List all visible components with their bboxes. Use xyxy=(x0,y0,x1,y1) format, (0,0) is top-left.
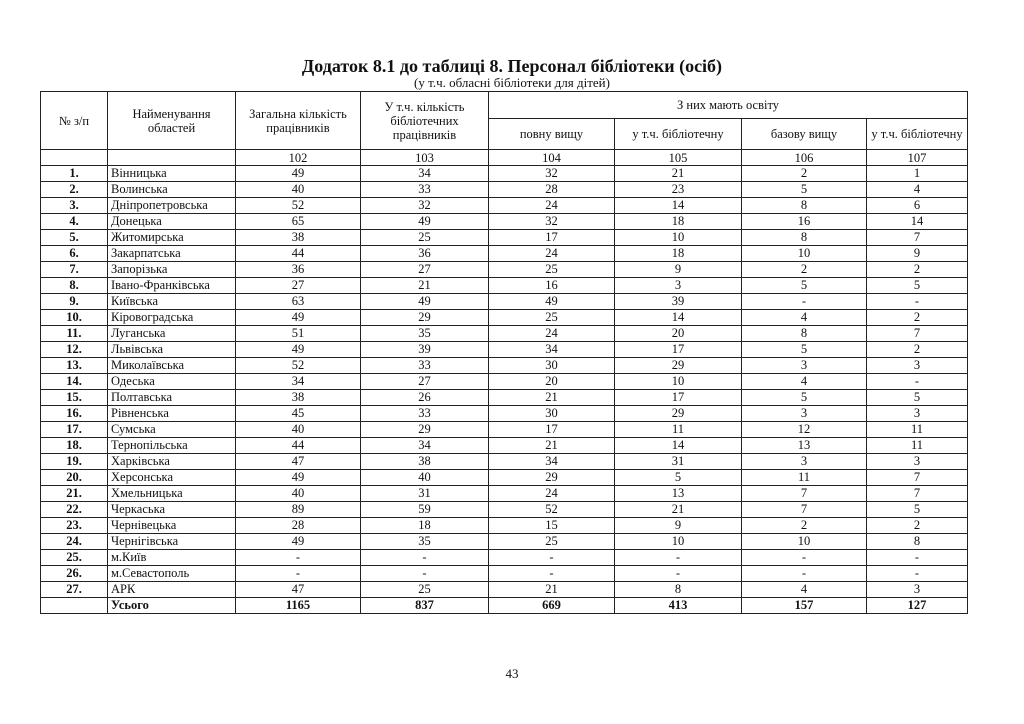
value-cell: 7 xyxy=(867,470,968,486)
value-cell: 40 xyxy=(236,182,361,198)
row-number: 1. xyxy=(41,166,108,182)
region-name: Харківська xyxy=(108,454,236,470)
value-cell: 38 xyxy=(236,390,361,406)
value-cell: 2 xyxy=(867,518,968,534)
value-cell: 17 xyxy=(615,342,742,358)
value-cell: 3 xyxy=(867,406,968,422)
value-cell: 35 xyxy=(361,534,489,550)
value-cell: 65 xyxy=(236,214,361,230)
value-cell: 18 xyxy=(615,246,742,262)
region-name: Львівська xyxy=(108,342,236,358)
value-cell: 40 xyxy=(361,470,489,486)
table-row xyxy=(41,422,968,438)
table-row xyxy=(41,438,968,454)
value-cell: 1 xyxy=(867,166,968,182)
row-number: 13. xyxy=(41,358,108,374)
value-cell: 11 xyxy=(742,470,867,486)
table-row xyxy=(41,230,968,246)
total-value: 127 xyxy=(867,598,968,614)
value-cell: - xyxy=(867,566,968,582)
value-cell: 49 xyxy=(361,214,489,230)
value-cell: 3 xyxy=(742,358,867,374)
value-cell: 5 xyxy=(867,390,968,406)
value-cell: 32 xyxy=(361,198,489,214)
value-cell: 52 xyxy=(489,502,615,518)
value-cell: 7 xyxy=(867,486,968,502)
value-cell: 34 xyxy=(361,166,489,182)
value-cell: 21 xyxy=(489,438,615,454)
value-cell: 2 xyxy=(742,166,867,182)
value-cell: 3 xyxy=(867,358,968,374)
table-row xyxy=(41,278,968,294)
region-name: Житомирська xyxy=(108,230,236,246)
row-number: 19. xyxy=(41,454,108,470)
region-name: Івано-Франківська xyxy=(108,278,236,294)
header-region-name: Найменування областей xyxy=(108,92,236,150)
value-cell: 30 xyxy=(489,358,615,374)
column-codes-row xyxy=(41,150,968,166)
value-cell: 14 xyxy=(615,310,742,326)
value-cell: 18 xyxy=(361,518,489,534)
document-subtitle: (у т.ч. обласні бібліотеки для дітей) xyxy=(414,75,610,90)
value-cell: 32 xyxy=(489,214,615,230)
column-code: 102 xyxy=(236,150,361,166)
value-cell: 21 xyxy=(615,166,742,182)
total-value: 837 xyxy=(361,598,489,614)
table-row xyxy=(41,214,968,230)
region-name: Полтавська xyxy=(108,390,236,406)
value-cell: 33 xyxy=(361,406,489,422)
value-cell: 34 xyxy=(236,374,361,390)
row-number: 27. xyxy=(41,582,108,598)
table-row xyxy=(41,246,968,262)
value-cell: 3 xyxy=(742,454,867,470)
region-name: Сумська xyxy=(108,422,236,438)
region-name: Донецька xyxy=(108,214,236,230)
region-name: Тернопільська xyxy=(108,438,236,454)
region-name: Дніпропетровська xyxy=(108,198,236,214)
value-cell: 29 xyxy=(361,310,489,326)
row-number: 20. xyxy=(41,470,108,486)
value-cell: 2 xyxy=(867,310,968,326)
region-name: Черкаська xyxy=(108,502,236,518)
value-cell: 14 xyxy=(615,198,742,214)
value-cell: 47 xyxy=(236,454,361,470)
value-cell: 39 xyxy=(615,294,742,310)
value-cell: 26 xyxy=(361,390,489,406)
column-code: 103 xyxy=(361,150,489,166)
value-cell: 16 xyxy=(742,214,867,230)
value-cell: 40 xyxy=(236,422,361,438)
value-cell: - xyxy=(361,566,489,582)
total-row xyxy=(41,598,968,614)
value-cell: 4 xyxy=(742,310,867,326)
value-cell: 5 xyxy=(742,342,867,358)
table-row xyxy=(41,566,968,582)
value-cell: 7 xyxy=(867,326,968,342)
value-cell: 7 xyxy=(742,486,867,502)
region-name: АРК xyxy=(108,582,236,598)
value-cell: - xyxy=(867,294,968,310)
region-name: Рівненська xyxy=(108,406,236,422)
value-cell: 36 xyxy=(361,246,489,262)
value-cell: - xyxy=(236,566,361,582)
value-cell: 49 xyxy=(236,470,361,486)
value-cell: 33 xyxy=(361,358,489,374)
value-cell: 11 xyxy=(867,422,968,438)
region-name: Миколаївська xyxy=(108,358,236,374)
value-cell: 10 xyxy=(615,534,742,550)
region-name: м.Київ xyxy=(108,550,236,566)
region-name: Одеська xyxy=(108,374,236,390)
table-row xyxy=(41,390,968,406)
value-cell: 16 xyxy=(489,278,615,294)
row-number: 5. xyxy=(41,230,108,246)
value-cell: 7 xyxy=(867,230,968,246)
value-cell: 5 xyxy=(742,278,867,294)
value-cell: 27 xyxy=(361,262,489,278)
value-cell: 12 xyxy=(742,422,867,438)
region-name: Запорізька xyxy=(108,262,236,278)
row-number: 15. xyxy=(41,390,108,406)
value-cell: 29 xyxy=(489,470,615,486)
value-cell: 5 xyxy=(615,470,742,486)
table-row xyxy=(41,182,968,198)
value-cell: - xyxy=(867,550,968,566)
value-cell: - xyxy=(236,550,361,566)
value-cell: 25 xyxy=(489,262,615,278)
column-code: 106 xyxy=(742,150,867,166)
value-cell: - xyxy=(615,566,742,582)
code-empty-cell xyxy=(108,150,236,166)
row-number: 7. xyxy=(41,262,108,278)
value-cell: 21 xyxy=(615,502,742,518)
header-basic-higher: базову вищу xyxy=(742,119,867,150)
header-library-staff: У т.ч. кількість бібліотечних працівників xyxy=(361,92,489,150)
value-cell: 49 xyxy=(236,166,361,182)
table-row xyxy=(41,470,968,486)
value-cell: 38 xyxy=(236,230,361,246)
table-body xyxy=(41,166,968,598)
value-cell: 2 xyxy=(867,262,968,278)
value-cell: 34 xyxy=(361,438,489,454)
region-name: Закарпатська xyxy=(108,246,236,262)
column-code: 107 xyxy=(867,150,968,166)
table-row xyxy=(41,374,968,390)
table-row xyxy=(41,310,968,326)
library-staff-table xyxy=(40,91,968,614)
row-number: 11. xyxy=(41,326,108,342)
value-cell: - xyxy=(867,374,968,390)
region-name: Чернігівська xyxy=(108,534,236,550)
row-number: 4. xyxy=(41,214,108,230)
value-cell: 2 xyxy=(867,342,968,358)
value-cell: - xyxy=(615,550,742,566)
value-cell: 8 xyxy=(867,534,968,550)
table-row xyxy=(41,486,968,502)
value-cell: 5 xyxy=(742,390,867,406)
value-cell: 25 xyxy=(489,534,615,550)
value-cell: 34 xyxy=(489,342,615,358)
value-cell: 28 xyxy=(236,518,361,534)
value-cell: 89 xyxy=(236,502,361,518)
value-cell: 24 xyxy=(489,326,615,342)
value-cell: 34 xyxy=(489,454,615,470)
total-value: 669 xyxy=(489,598,615,614)
table-row xyxy=(41,582,968,598)
value-cell: 28 xyxy=(489,182,615,198)
value-cell: 13 xyxy=(742,438,867,454)
region-name: Херсонська xyxy=(108,470,236,486)
value-cell: 3 xyxy=(742,406,867,422)
value-cell: 4 xyxy=(867,182,968,198)
header-education-group: З них мають освіту xyxy=(489,92,968,119)
value-cell: 5 xyxy=(867,502,968,518)
value-cell: 40 xyxy=(236,486,361,502)
row-number: 10. xyxy=(41,310,108,326)
value-cell: 24 xyxy=(489,246,615,262)
row-number: 24. xyxy=(41,534,108,550)
value-cell: - xyxy=(742,566,867,582)
value-cell: 20 xyxy=(615,326,742,342)
table-row xyxy=(41,326,968,342)
document-title: Додаток 8.1 до таблиці 8. Персонал бібліотеки (осіб) xyxy=(301,56,723,76)
value-cell: 23 xyxy=(615,182,742,198)
value-cell: 25 xyxy=(361,230,489,246)
header-basic-higher-library: у т.ч. бібліотечну xyxy=(867,119,968,150)
value-cell: 5 xyxy=(867,278,968,294)
value-cell: - xyxy=(742,294,867,310)
value-cell: 63 xyxy=(236,294,361,310)
header-full-higher: повну вищу xyxy=(489,119,615,150)
row-number: 3. xyxy=(41,198,108,214)
row-number: 21. xyxy=(41,486,108,502)
value-cell: 33 xyxy=(361,182,489,198)
value-cell: 44 xyxy=(236,246,361,262)
value-cell: 21 xyxy=(489,582,615,598)
value-cell: 27 xyxy=(361,374,489,390)
table-row xyxy=(41,294,968,310)
row-number: 16. xyxy=(41,406,108,422)
value-cell: 3 xyxy=(615,278,742,294)
value-cell: 8 xyxy=(615,582,742,598)
value-cell: 39 xyxy=(361,342,489,358)
header-full-higher-library: у т.ч. бібліотечну xyxy=(615,119,742,150)
value-cell: 27 xyxy=(236,278,361,294)
row-number: 9. xyxy=(41,294,108,310)
region-name: м.Севастополь xyxy=(108,566,236,582)
total-value: 1165 xyxy=(236,598,361,614)
table-row xyxy=(41,534,968,550)
row-number: 12. xyxy=(41,342,108,358)
value-cell: 6 xyxy=(867,198,968,214)
region-name: Вінницька xyxy=(108,166,236,182)
value-cell: 45 xyxy=(236,406,361,422)
header-num: № з/п xyxy=(41,92,108,150)
value-cell: 9 xyxy=(615,262,742,278)
value-cell: 21 xyxy=(489,390,615,406)
value-cell: 30 xyxy=(489,406,615,422)
value-cell: 14 xyxy=(615,438,742,454)
table-row xyxy=(41,262,968,278)
total-num-cell xyxy=(41,598,108,614)
value-cell: 59 xyxy=(361,502,489,518)
value-cell: 29 xyxy=(615,406,742,422)
value-cell: 9 xyxy=(615,518,742,534)
value-cell: 2 xyxy=(742,262,867,278)
value-cell: 8 xyxy=(742,326,867,342)
value-cell: 5 xyxy=(742,182,867,198)
row-number: 23. xyxy=(41,518,108,534)
table-row xyxy=(41,550,968,566)
table-row xyxy=(41,198,968,214)
table-row xyxy=(41,406,968,422)
region-name: Волинська xyxy=(108,182,236,198)
header-total-staff: Загальна кількість працівників xyxy=(236,92,361,150)
value-cell: 44 xyxy=(236,438,361,454)
region-name: Кіровоградська xyxy=(108,310,236,326)
value-cell: - xyxy=(489,566,615,582)
value-cell: 49 xyxy=(236,310,361,326)
value-cell: 4 xyxy=(742,582,867,598)
value-cell: 25 xyxy=(489,310,615,326)
value-cell: 25 xyxy=(361,582,489,598)
value-cell: - xyxy=(489,550,615,566)
value-cell: 52 xyxy=(236,358,361,374)
row-number: 25. xyxy=(41,550,108,566)
value-cell: - xyxy=(361,550,489,566)
row-number: 6. xyxy=(41,246,108,262)
value-cell: 38 xyxy=(361,454,489,470)
region-name: Чернівецька xyxy=(108,518,236,534)
value-cell: 51 xyxy=(236,326,361,342)
value-cell: 31 xyxy=(615,454,742,470)
table-row xyxy=(41,518,968,534)
value-cell: 17 xyxy=(489,422,615,438)
total-label: Усього xyxy=(108,598,236,614)
row-number: 22. xyxy=(41,502,108,518)
value-cell: 36 xyxy=(236,262,361,278)
value-cell: 49 xyxy=(236,342,361,358)
value-cell: 8 xyxy=(742,230,867,246)
value-cell: - xyxy=(742,550,867,566)
column-code: 104 xyxy=(489,150,615,166)
value-cell: 52 xyxy=(236,198,361,214)
table-row xyxy=(41,502,968,518)
value-cell: 24 xyxy=(489,486,615,502)
table-row xyxy=(41,166,968,182)
row-number: 17. xyxy=(41,422,108,438)
column-code: 105 xyxy=(615,150,742,166)
row-number: 18. xyxy=(41,438,108,454)
value-cell: 13 xyxy=(615,486,742,502)
value-cell: 4 xyxy=(742,374,867,390)
table-row xyxy=(41,454,968,470)
value-cell: 49 xyxy=(361,294,489,310)
value-cell: 3 xyxy=(867,454,968,470)
value-cell: 32 xyxy=(489,166,615,182)
value-cell: 2 xyxy=(742,518,867,534)
value-cell: 10 xyxy=(615,230,742,246)
value-cell: 20 xyxy=(489,374,615,390)
value-cell: 11 xyxy=(867,438,968,454)
value-cell: 17 xyxy=(615,390,742,406)
value-cell: 8 xyxy=(742,198,867,214)
region-name: Луганська xyxy=(108,326,236,342)
row-number: 26. xyxy=(41,566,108,582)
table-row xyxy=(41,342,968,358)
code-empty-cell xyxy=(41,150,108,166)
total-value: 413 xyxy=(615,598,742,614)
table-row xyxy=(41,358,968,374)
region-name: Київська xyxy=(108,294,236,310)
row-number: 14. xyxy=(41,374,108,390)
total-value: 157 xyxy=(742,598,867,614)
value-cell: 24 xyxy=(489,198,615,214)
value-cell: 10 xyxy=(742,534,867,550)
value-cell: 17 xyxy=(489,230,615,246)
row-number: 2. xyxy=(41,182,108,198)
value-cell: 18 xyxy=(615,214,742,230)
value-cell: 31 xyxy=(361,486,489,502)
value-cell: 9 xyxy=(867,246,968,262)
value-cell: 47 xyxy=(236,582,361,598)
page-number: 43 xyxy=(505,666,519,681)
value-cell: 14 xyxy=(867,214,968,230)
value-cell: 15 xyxy=(489,518,615,534)
value-cell: 10 xyxy=(742,246,867,262)
value-cell: 3 xyxy=(867,582,968,598)
value-cell: 10 xyxy=(615,374,742,390)
region-name: Хмельницька xyxy=(108,486,236,502)
value-cell: 11 xyxy=(615,422,742,438)
value-cell: 7 xyxy=(742,502,867,518)
row-number: 8. xyxy=(41,278,108,294)
value-cell: 49 xyxy=(489,294,615,310)
value-cell: 35 xyxy=(361,326,489,342)
value-cell: 49 xyxy=(236,534,361,550)
value-cell: 29 xyxy=(361,422,489,438)
value-cell: 29 xyxy=(615,358,742,374)
value-cell: 21 xyxy=(361,278,489,294)
